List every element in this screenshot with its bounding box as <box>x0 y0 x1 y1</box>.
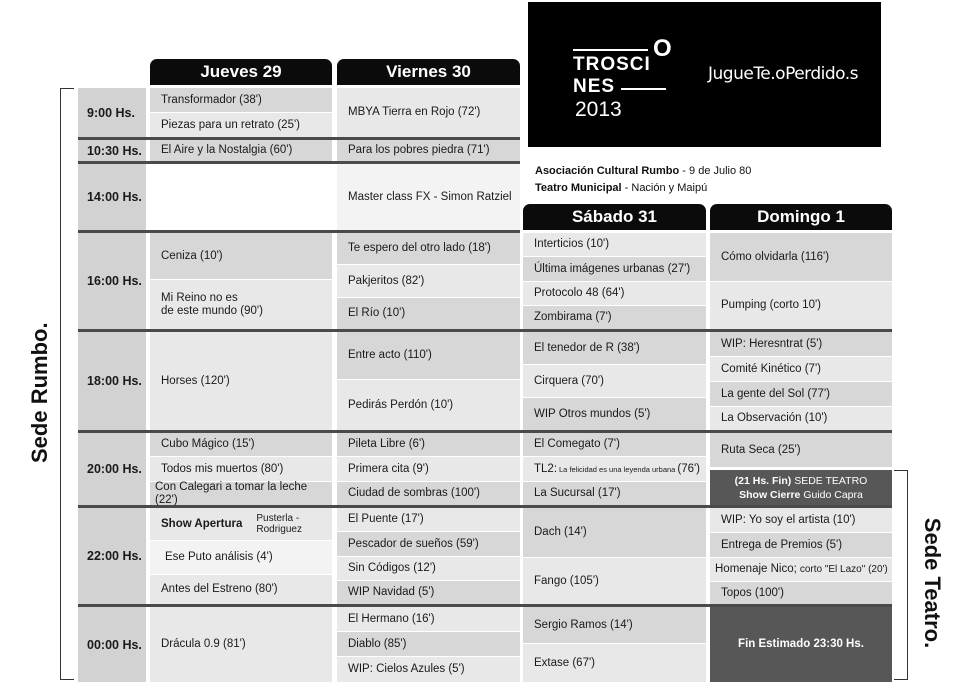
schedule-item: Piezas para un retrato (25') <box>150 113 332 137</box>
schedule-item: Fango (105') <box>523 558 706 604</box>
day-header-fri: Viernes 30 <box>337 59 520 85</box>
empty-slot <box>150 164 332 230</box>
time-slot: 14:00 Hs. <box>78 164 146 230</box>
schedule-item: Interticios (10') <box>523 233 706 256</box>
schedule-item: Zombirama (7') <box>523 306 706 329</box>
time-slot: 16:00 Hs. <box>78 233 146 329</box>
schedule-item: Transformador (38') <box>150 88 332 112</box>
schedule-item: Master class FX - Simon Ratziel <box>337 164 520 230</box>
brand-wordmark: JugueTe.oPerdido.s <box>708 64 859 84</box>
tribute-title: Homenaje Nico; <box>715 563 797 575</box>
schedule-item: Topos (100') <box>710 582 892 604</box>
schedule-item: MBYA Tierra en Rojo (72') <box>337 88 520 137</box>
schedule-item: WIP Otros mundos (5') <box>523 398 706 430</box>
left-bracket <box>60 88 74 680</box>
schedule-item: La Sucursal (17') <box>523 482 706 505</box>
schedule-item: Dach (14') <box>523 508 706 557</box>
schedule-item: Cirquera (70') <box>523 365 706 397</box>
schedule-item: Diablo (85') <box>337 632 520 656</box>
closing-show-artist: Guido Capra <box>803 488 863 501</box>
closing-show-line-2 <box>739 488 863 502</box>
venue-rumbo-address: - 9 de Julio 80 <box>679 165 752 177</box>
schedule-item: La Observación (10') <box>710 407 892 430</box>
show-apertura-credits <box>256 513 302 535</box>
festival-logo <box>528 2 881 147</box>
venue-rumbo <box>535 165 751 177</box>
venue-teatro-address: - Nación y Maipú <box>621 182 708 194</box>
time-slot: 00:00 Hs. <box>78 607 146 682</box>
logo-line-3: NES <box>573 76 616 97</box>
schedule-item: WIP: Heresntrat (5') <box>710 332 892 356</box>
schedule-item: La gente del Sol (77') <box>710 382 892 406</box>
schedule-item: Sin Códigos (12') <box>337 557 520 580</box>
schedule-item: Extase (67') <box>523 644 706 682</box>
day-header-thu: Jueves 29 <box>150 59 332 85</box>
schedule-item: Sergio Ramos (14') <box>523 607 706 643</box>
day-header-sun: Domingo 1 <box>710 204 892 230</box>
logo-letter-o: O <box>653 35 673 62</box>
schedule-item: Protocolo 48 (64') <box>523 282 706 305</box>
schedule-item: Ciudad de sombras (100') <box>337 482 520 505</box>
time-slot: 9:00 Hs. <box>78 88 146 137</box>
schedule-item: Primera cita (9') <box>337 457 520 481</box>
time-slot: 10:30 Hs. <box>78 140 146 161</box>
schedule-item: El Río (10') <box>337 298 520 329</box>
tl2-subtitle: La felicidad es una leyenda urbana <box>559 464 676 474</box>
time-slot: 22:00 Hs. <box>78 508 146 604</box>
schedule-item: Ruta Seca (25') <box>710 433 892 467</box>
schedule-item: Pakjeritos (82') <box>337 265 520 297</box>
venue-teatro <box>535 182 707 194</box>
schedule-item: Para los pobres piedra (71') <box>337 140 520 161</box>
schedule-item: El Comegato (7') <box>523 433 706 456</box>
schedule-item: Ceniza (10') <box>150 233 332 279</box>
schedule-item: Entrega de Premios (5') <box>710 533 892 557</box>
schedule-item: WIP Navidad (5') <box>337 581 520 604</box>
schedule-item: El Aire y la Nostalgia (60') <box>150 140 332 161</box>
logo-line-2: TROSCI <box>573 54 651 75</box>
schedule-item: Cómo olvidarla (116') <box>710 233 892 281</box>
schedule-item: WIP: Yo soy el artista (10') <box>710 508 892 532</box>
schedule-item: El Hermano (16') <box>337 607 520 631</box>
schedule-item: Pileta Libre (6') <box>337 433 520 456</box>
schedule-item: Pumping (corto 10') <box>710 282 892 329</box>
schedule-item <box>523 457 706 481</box>
venue-teatro-name: Teatro Municipal <box>535 182 622 194</box>
schedule-item: Horses (120') <box>150 332 332 430</box>
credit-line: Pusterla - <box>256 513 300 524</box>
schedule-item-line: de este mundo (90') <box>161 304 263 317</box>
schedule-item-line: Mi Reino no es <box>161 291 238 304</box>
estimated-end: Fin Estimado 23:30 Hs. <box>710 607 892 682</box>
closing-show-line-1 <box>735 474 868 488</box>
venue-rumbo-name: Asociación Cultural Rumbo <box>535 165 680 177</box>
closing-venue: SEDE TEATRO <box>794 474 868 487</box>
schedule-item: Todos mis muertos (80') <box>150 457 332 481</box>
schedule-item <box>150 508 332 540</box>
schedule-item: Última imágenes urbanas (27') <box>523 257 706 281</box>
schedule-item: Te espero del otro lado (18') <box>337 233 520 264</box>
logo-rule <box>621 88 666 90</box>
schedule-item: Entre acto (110') <box>337 332 520 379</box>
closing-show-title: Show Cierre <box>739 488 801 501</box>
closing-end-time: (21 Hs. Fin) <box>734 474 792 487</box>
tl2-title: TL2: <box>534 462 558 475</box>
schedule-item: Comité Kinético (7') <box>710 357 892 381</box>
schedule-item <box>710 558 892 581</box>
schedule-item: Drácula 0.9 (81') <box>150 607 332 682</box>
closing-show <box>710 470 892 505</box>
schedule-item: El tenedor de R (38') <box>523 332 706 364</box>
right-bracket <box>894 470 908 680</box>
schedule-item: Pedirás Perdón (10') <box>337 380 520 430</box>
logo-line-1 <box>573 49 648 51</box>
day-header-sat: Sábado 31 <box>523 204 706 230</box>
logo-year: 2013 <box>575 98 622 121</box>
schedule-item: Ese Puto análisis (4') <box>150 541 332 574</box>
tl2-duration: (76') <box>677 462 701 475</box>
schedule-item: WIP: Cielos Azules (5') <box>337 657 520 682</box>
schedule-item: El Puente (17') <box>337 508 520 531</box>
show-apertura-label: Show Apertura <box>161 517 243 530</box>
left-side-label: Sede Rumbo. <box>27 322 52 463</box>
schedule-item: Cubo Mágico (15') <box>150 433 332 456</box>
schedule-item: Pescador de sueños (59') <box>337 532 520 556</box>
schedule-item: Con Calegari a tomar la leche (22') <box>150 482 332 505</box>
credit-line: Rodriguez <box>256 524 302 535</box>
time-slot: 18:00 Hs. <box>78 332 146 430</box>
schedule-item <box>150 280 332 329</box>
schedule-item: Antes del Estreno (80') <box>150 575 332 604</box>
tribute-detail: corto "El Lazo" (20') <box>799 564 888 575</box>
right-side-label: Sede Teatro. <box>920 517 945 649</box>
time-slot: 20:00 Hs. <box>78 433 146 505</box>
